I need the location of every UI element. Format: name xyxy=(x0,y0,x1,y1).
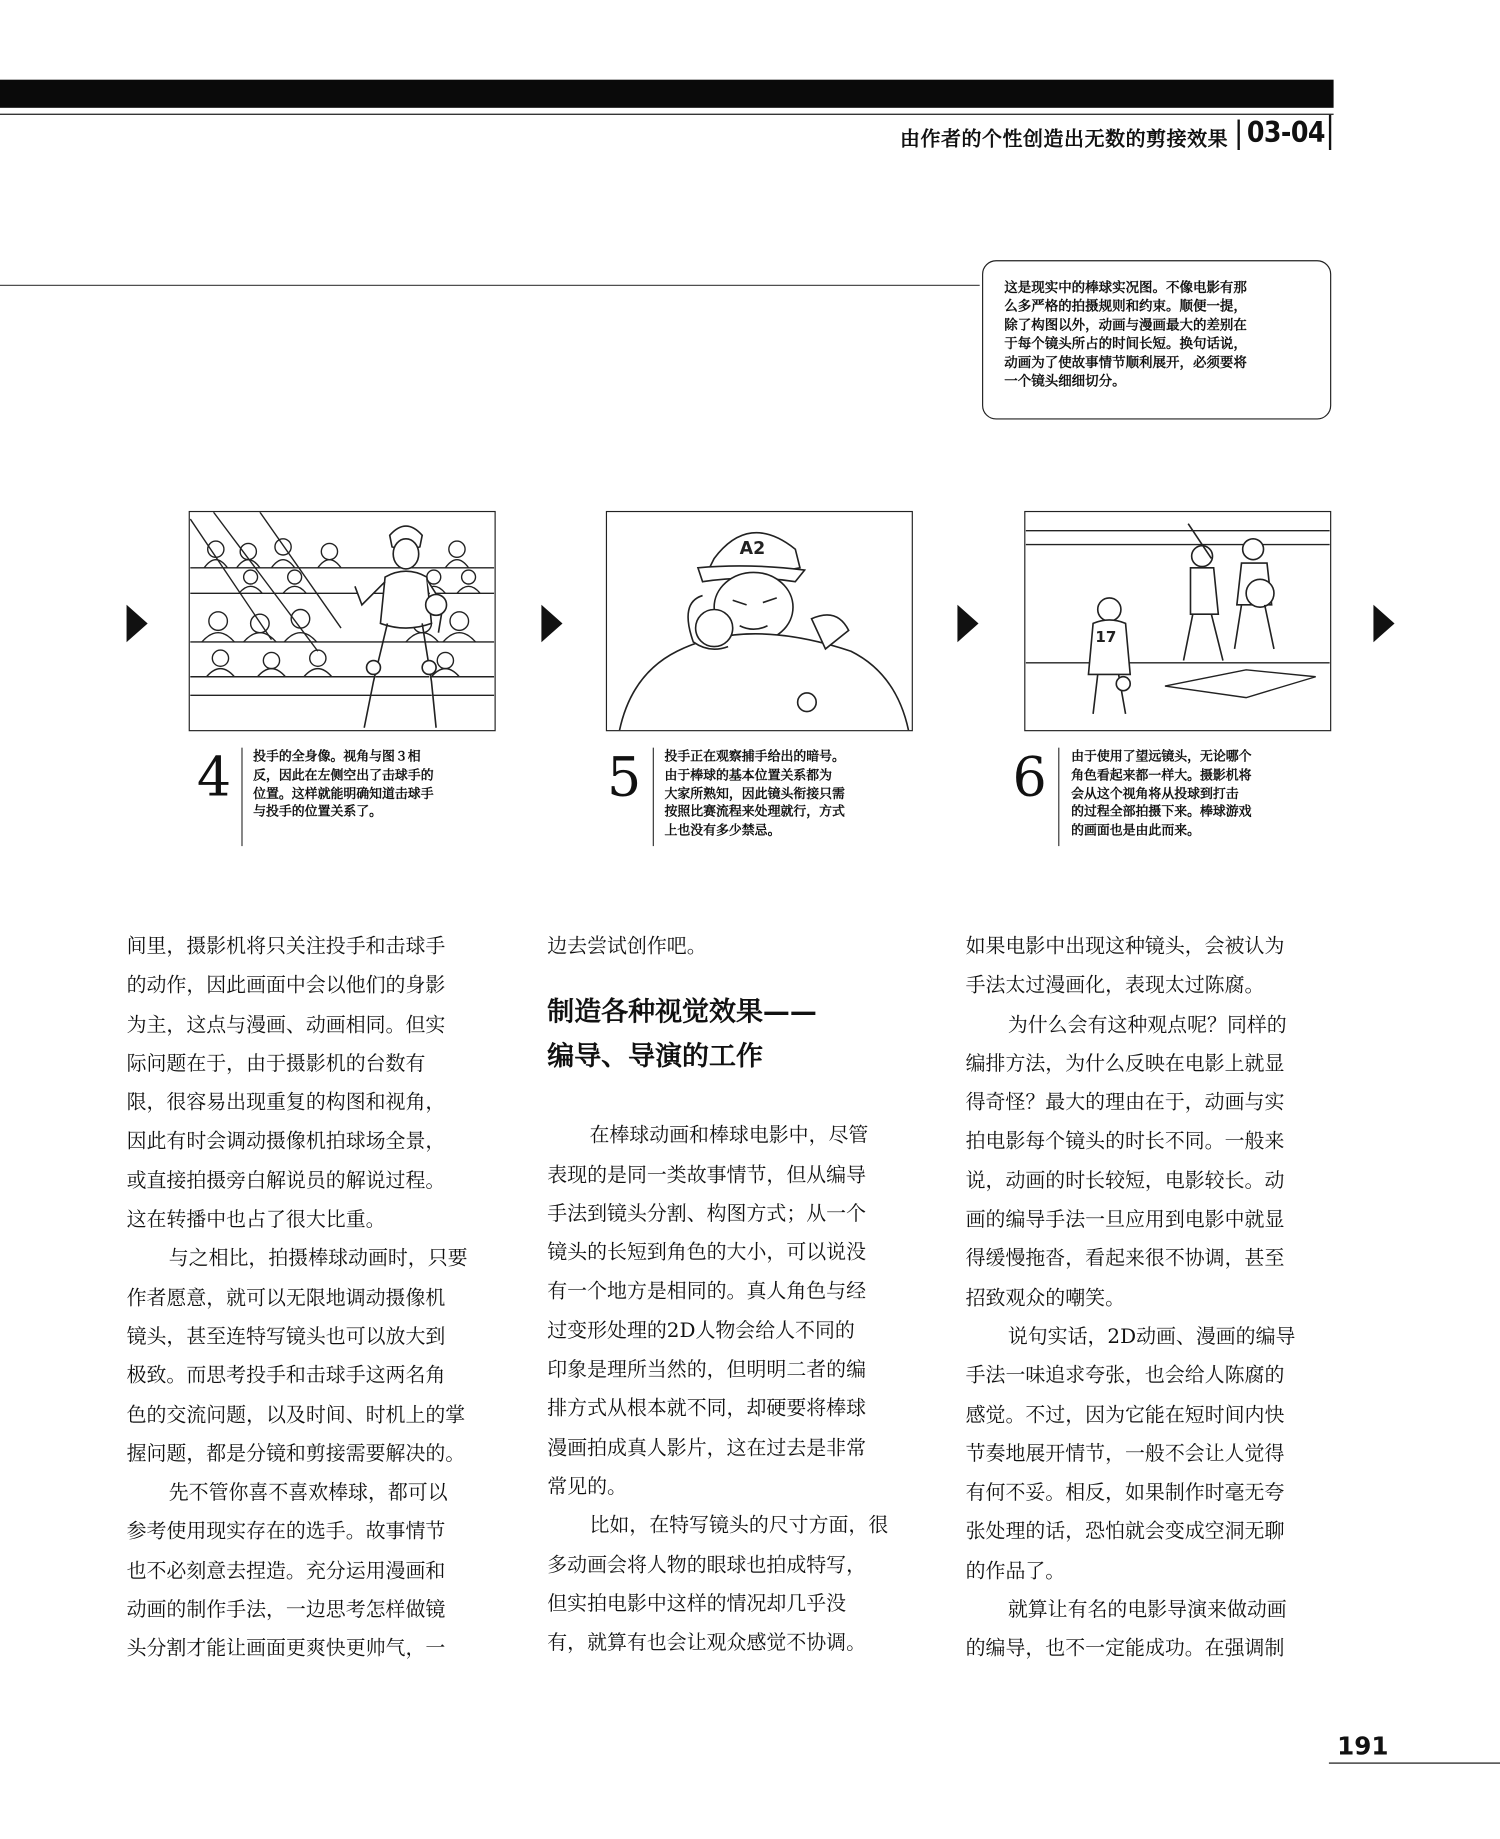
heading-line: 制造各种视觉效果—— xyxy=(547,997,817,1029)
caption-line: 投手正在观察捕手给出的暗号。 xyxy=(664,748,845,765)
note-line: 么多严格的拍摄规则和约束。顺便一提， xyxy=(1004,297,1247,315)
body-column-2 xyxy=(547,928,920,1663)
body-line: 手法太过漫画化，表现太过陈腐。 xyxy=(965,974,1265,998)
caption-line: 大家所熟知，因此镜头衔接只需 xyxy=(664,785,845,802)
body-line: 色的交流问题，以及时间、时机上的掌 xyxy=(126,1403,466,1427)
header-bar xyxy=(0,80,1334,108)
body-line: 因此有时会调动摄像机拍球场全景， xyxy=(126,1130,446,1154)
note-line: 于每个镜头所占的时间长短。换句话说， xyxy=(1004,335,1247,352)
arrow-right-icon xyxy=(957,605,978,643)
caption-line: 位置。这样就能明确知道击球手 xyxy=(253,785,434,802)
caption-line: 的画面也是由此而来。 xyxy=(1071,822,1200,839)
body-line: 编排方法，为什么反映在电影上就显 xyxy=(965,1052,1285,1076)
body-line: 镜头的长短到角色的大小，可以说没 xyxy=(547,1241,867,1265)
body-line: 常见的。 xyxy=(547,1475,627,1499)
body-line: 有何不妥。相反，如果制作时毫无夸 xyxy=(965,1481,1285,1505)
storyboard-panel-6 xyxy=(1024,511,1331,731)
body-line: 漫画拍成真人影片，这在过去是非常 xyxy=(547,1436,867,1460)
body-line: 印象是理所当然的，但明明二者的编 xyxy=(547,1358,867,1382)
body-line: 这在转播中也占了很大比重。 xyxy=(126,1208,386,1232)
body-line: 限，很容易出现重复的构图和视角， xyxy=(126,1091,446,1115)
header-divider-end xyxy=(1329,115,1331,150)
body-line: 动画的制作手法，一边思考怎样做镜 xyxy=(126,1598,446,1622)
body-line: 如果电影中出现这种镜头，会被认为 xyxy=(965,935,1285,959)
body-line: 也不必刻意去捏造。充分运用漫画和 xyxy=(126,1559,446,1583)
footer-rule xyxy=(1329,1763,1500,1764)
body-line: 得奇怪？最大的理由在于，动画与实 xyxy=(965,1091,1285,1115)
body-line: 间里，摄影机将只关注投手和击球手 xyxy=(126,935,446,959)
spacer xyxy=(547,967,920,990)
caption-line: 的过程全部拍摄下来。棒球游戏 xyxy=(1071,804,1252,820)
body-line: 有一个地方是相同的。真人角色与经 xyxy=(547,1280,867,1304)
body-line: 的编导，也不一定能成功。在强调制 xyxy=(965,1637,1285,1661)
caption-divider xyxy=(241,748,242,846)
body-line: 得缓慢拖沓，看起来很不协调，甚至 xyxy=(965,1247,1285,1271)
caption-line: 由于棒球的基本位置关系都为 xyxy=(664,767,833,783)
body-line: 为主，这点与漫画、动画相同。但实 xyxy=(126,1013,446,1037)
body-line: 多动画会将人物的眼球也拍成特写， xyxy=(547,1553,867,1577)
panel-caption xyxy=(253,748,433,822)
body-line: 握问题，都是分镜和剪接需要解决的。 xyxy=(126,1442,466,1466)
column-2-paragraphs xyxy=(547,1117,920,1663)
panel-number: 6 xyxy=(1012,745,1047,809)
body-column-1 xyxy=(127,928,500,1669)
note-leader-line xyxy=(0,285,980,286)
body-line: 比如，在特写镜头的尺寸方面，很 xyxy=(589,1514,889,1538)
body-line: 画的编导手法一旦应用到电影中就显 xyxy=(965,1208,1285,1232)
pitcher-full-body-sketch xyxy=(190,512,495,730)
jersey-number: A2 xyxy=(739,538,766,559)
body-line: 作者愿意，就可以无限地调动摄像机 xyxy=(126,1286,446,1310)
jersey-number: 17 xyxy=(1095,627,1117,646)
body-line: 节奏地展开情节，一般不会让人觉得 xyxy=(965,1442,1285,1466)
body-line: 有，就算有也会让观众感觉不协调。 xyxy=(547,1631,867,1655)
body-line: 或直接拍摄旁白解说员的解说过程。 xyxy=(126,1169,446,1193)
panel-caption xyxy=(1071,748,1251,841)
telephoto-field-sketch xyxy=(1025,512,1330,730)
body-line: 手法一味追求夸张，也会给人陈腐的 xyxy=(965,1364,1285,1388)
body-line: 说句实话，2D动画、漫画的编导 xyxy=(1007,1325,1296,1349)
header-rule xyxy=(0,114,1334,115)
body-line: 但实拍电影中这样的情况却几乎没 xyxy=(547,1592,847,1616)
body-line: 在棒球动画和棒球电影中，尽管 xyxy=(589,1124,869,1148)
storyboard-panel-5 xyxy=(606,511,913,731)
note-box xyxy=(982,260,1331,419)
caption-line: 上也没有多少禁忌。 xyxy=(664,822,781,839)
section-number: 03-04 xyxy=(1246,116,1325,149)
caption-divider xyxy=(653,748,654,846)
body-line: 张处理的话，恐怕就会变成空洞无聊 xyxy=(965,1520,1285,1544)
storyboard-panel-4 xyxy=(189,511,496,731)
panel-number: 5 xyxy=(607,745,642,809)
body-line: 际问题在于，由于摄影机的台数有 xyxy=(126,1052,426,1076)
section-heading xyxy=(547,991,920,1080)
panel-caption xyxy=(664,748,844,841)
body-line: 头分割才能让画面更爽快更帅气，一 xyxy=(126,1637,446,1661)
caption-line: 按照比赛流程来处理就行，方式 xyxy=(664,804,845,820)
body-line: 就算让有名的电影导演来做动画 xyxy=(1007,1598,1287,1622)
body-line: 拍电影每个镜头的时长不同。一般来 xyxy=(965,1130,1285,1154)
note-line: 这是现实中的棒球实况图。不像电影有那 xyxy=(1004,278,1247,296)
pitcher-closeup-sketch xyxy=(607,512,912,730)
body-line: 先不管你喜不喜欢棒球，都可以 xyxy=(168,1481,448,1505)
arrow-right-icon xyxy=(1373,605,1394,643)
arrow-right-icon xyxy=(541,605,562,643)
body-line: 表现的是同一类故事情节，但从编导 xyxy=(547,1163,867,1187)
chapter-title: 由作者的个性创造出无数的剪接效果 xyxy=(900,127,1229,152)
body-line: 为什么会有这种观点呢？同样的 xyxy=(1007,1013,1287,1037)
body-line: 排方式从根本就不同，却硬要将棒球 xyxy=(547,1397,867,1421)
body-line: 镜头，甚至连特写镜头也可以放大到 xyxy=(126,1325,446,1349)
body-line: 过变形处理的2D人物会给人不同的 xyxy=(547,1319,855,1343)
note-line: 一个镜头细细切分。 xyxy=(1004,372,1126,390)
header-divider xyxy=(1238,120,1240,150)
note-line: 除了构图以外，动画与漫画最大的差别在 xyxy=(1004,316,1247,333)
arrow-right-icon xyxy=(127,605,148,643)
heading-line: 编导、导演的工作 xyxy=(547,1042,763,1073)
caption-line: 投手的全身像。视角与图３相 xyxy=(253,748,421,765)
body-line: 说，动画的时长较短，电影较长。动 xyxy=(965,1169,1285,1193)
spacer xyxy=(547,1080,920,1118)
caption-line: 与投手的位置关系了。 xyxy=(253,804,383,820)
body-line: 感觉。不过，因为它能在短时间内快 xyxy=(965,1403,1285,1427)
caption-line: 由于使用了望远镜头，无论哪个 xyxy=(1071,748,1252,765)
body-line: 招致观众的嘲笑。 xyxy=(965,1286,1125,1310)
caption-divider xyxy=(1058,748,1059,846)
panel-number: 4 xyxy=(196,745,232,809)
body-line: 的作品了。 xyxy=(965,1559,1066,1583)
body-line: 参考使用现实存在的选手。故事情节 xyxy=(126,1520,446,1544)
note-line: 动画为了使故事情节顺利展开，必须要将 xyxy=(1004,353,1247,371)
body-line: 手法到镜头分割、构图方式；从一个 xyxy=(547,1202,867,1226)
caption-line: 角色看起来都一样大。摄影机将 xyxy=(1071,767,1252,783)
caption-line: 会从这个视角将从投球到打击 xyxy=(1071,785,1239,802)
body-line: 极致。而思考投手和击球手这两名角 xyxy=(126,1364,446,1388)
page-number: 191 xyxy=(1337,1732,1389,1761)
body-line: 与之相比，拍摄棒球动画时，只要 xyxy=(168,1247,468,1271)
body-line: 边去尝试创作吧。 xyxy=(547,935,707,959)
body-column-3 xyxy=(966,928,1339,1669)
caption-line: 反，因此在左侧空出了击球手的 xyxy=(253,767,434,783)
body-line: 的动作，因此画面中会以他们的身影 xyxy=(126,974,446,998)
